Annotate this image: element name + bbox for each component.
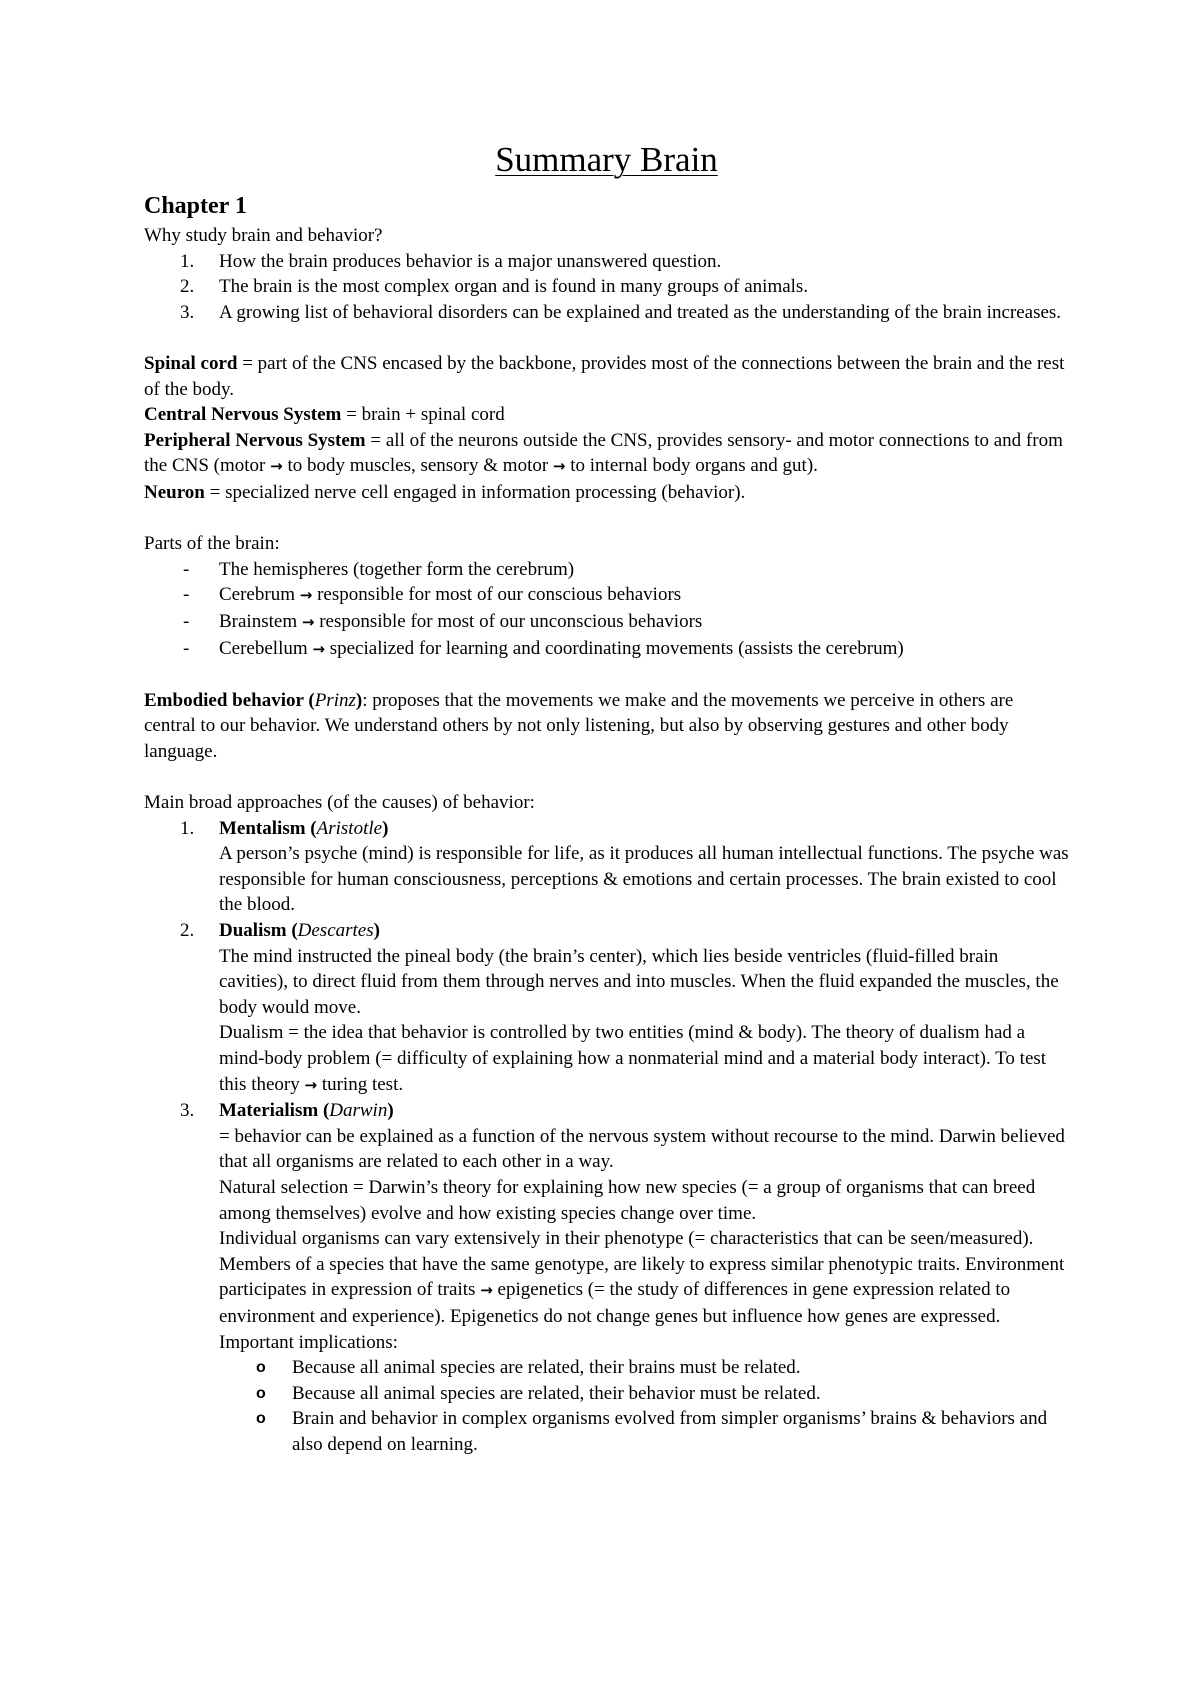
arrow-icon: → <box>299 586 313 605</box>
list-item: 1. How the brain produces behavior is a major unanswered question. <box>180 250 722 272</box>
list-item: - Cerebrum → responsible for most of our conscious behaviors <box>183 584 682 606</box>
why-study-list <box>144 249 1069 326</box>
arrow-icon: → <box>301 612 315 631</box>
list-item: o Brain and behavior in complex organisms evolved from simpler organisms’ brains & behaviors and also depend on learning. <box>256 1408 1048 1455</box>
list-item: 3. A growing list of behavioral disorders can be explained and treated as the understanding of the brain increases. <box>180 301 1062 323</box>
list-item: - The hemispheres (together form the cerebrum) <box>183 558 575 580</box>
embodied-behavior-paragraph: Embodied behavior (Prinz): proposes that the movements we make and the movements we perceive in others are central to our behavior. We understand others by not only listening, but also by observing gestures and other body language. <box>144 689 1014 762</box>
list-item: - Cerebellum → specialized for learning and coordinating movements (assists the cerebrum) <box>183 637 904 659</box>
list-item: - Brainstem → responsible for most of our unconscious behaviors <box>183 610 703 632</box>
parts-heading: Parts of the brain: <box>144 533 280 555</box>
spinal-cord-definition: Spinal cord = part of the CNS encased by the backbone, provides most of the connections between the brain and the rest of the body. <box>144 352 1065 400</box>
chapter-heading: Chapter 1 <box>144 193 247 219</box>
document-title: Summary Brain <box>495 140 718 179</box>
parts-list <box>144 557 1069 662</box>
arrow-icon: → <box>304 1075 318 1094</box>
arrow-icon: → <box>312 639 325 658</box>
list-item: o Because all animal species are related, their behavior must be related. <box>256 1382 821 1404</box>
list-item-dualism: 2. Dualism (Descartes) The mind instructed the pineal body (the brain’s center), which lies beside ventricles (fluid-filled brain cavities), to direct fluid from them through nerves and into muscles. When the fluid expanded the muscles, the body would move. Dualism = the idea that behavior is controlled by two entities (mind & body). The theory of dualism had a mind-body problem (= difficulty of explaining how a nonmaterial mind and a material body interact). To test this theory → turing test. <box>180 920 1059 1095</box>
cns-definition: Central Nervous System = brain + spinal cord <box>144 404 505 426</box>
list-item-mentalism: 1. Mentalism (Aristotle) A person’s psyche (mind) is responsible for life, as it produces all human intellectual functions. The psyche was responsible for human consciousness, perceptions & emotions and certain processes. The brain existed to cool the blood. <box>180 817 1069 916</box>
why-study-heading: Why study brain and behavior? <box>144 225 383 246</box>
neuron-definition: Neuron = specialized nerve cell engaged in information processing (behavior). <box>144 481 746 503</box>
approaches-heading: Main broad approaches (of the causes) of behavior: <box>144 792 535 814</box>
arrow-icon: → <box>552 457 566 476</box>
pns-definition: Peripheral Nervous System = all of the neurons outside the CNS, provides sensory- and motor connections to and from the CNS (motor → to body muscles, sensory & motor → to internal body organs and gut). <box>144 429 1063 477</box>
arrow-icon: → <box>480 1281 493 1300</box>
list-item: 2. The brain is the most complex organ and is found in many groups of animals. <box>180 276 809 298</box>
list-item-materialism: 3. Materialism (Darwin) = behavior can be explained as a function of the nervous system without recourse to the mind. Darwin believed that all organisms are related to each other in a way. Natural selection = Darwin’s theory for explaining how new species (= a group of organisms that can breed among themselves) evolve and how existing species change over time. Individual organisms can vary extensively in their phenotype (= characteristics that can be seen/measured). Members of a species that have the same genotype, are likely to express similar phenotypic traits. Environment participates in expression of traits → epigenetics (= the study of differences in gene expression related to environment and experience). Epigenetics do not change genes but influence how genes are expressed. Important implications: o Because all animal species are related, their brains must be related. o Because all animal species are related, their behavior must be related. o Brain and behavior in complex organisms evolved from simpler organisms’ brains & behaviors and also depend on learning. <box>144 1098 1069 1457</box>
approaches-list <box>144 816 1069 1458</box>
list-item: o Because all animal species are related, their brains must be related. <box>256 1357 801 1379</box>
arrow-icon: → <box>270 457 283 476</box>
document-page <box>144 138 1069 1458</box>
